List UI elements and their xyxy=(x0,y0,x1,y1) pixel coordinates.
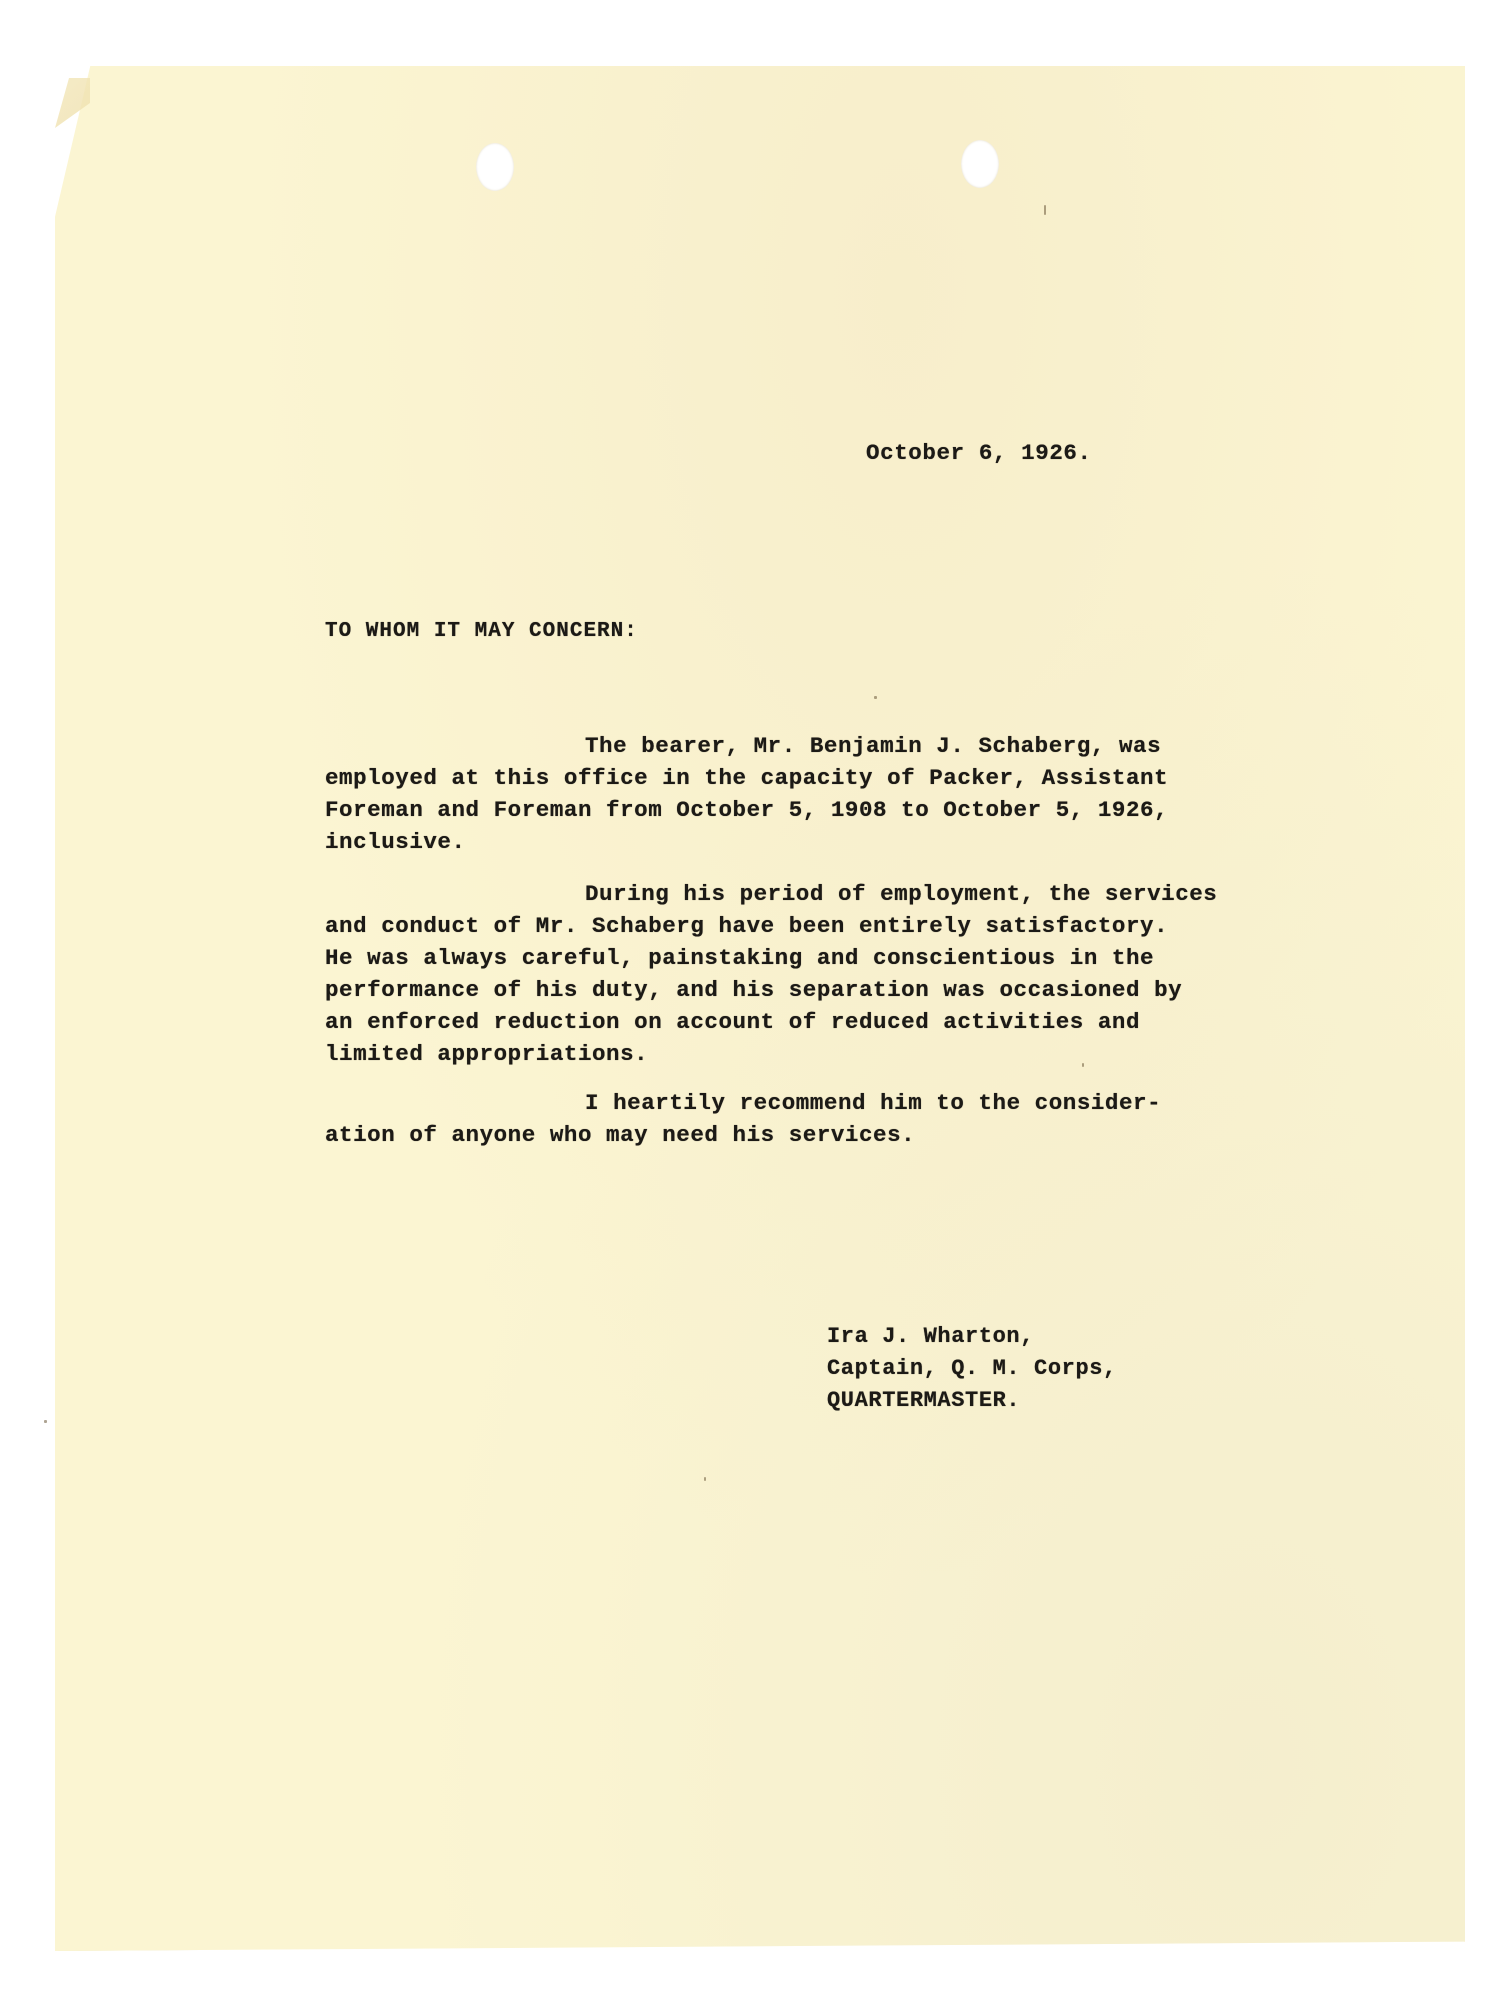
paragraph-line: The bearer, Mr. Benjamin J. Schaberg, was xyxy=(585,733,1162,759)
paragraph-line: Foreman and Foreman from October 5, 1908 to October 5, 1926, xyxy=(325,797,1169,823)
paragraph-line: performance of his duty, and his separation was occasioned by xyxy=(325,977,1183,1003)
paragraph-line: ation of anyone who may need his services. xyxy=(325,1122,916,1148)
letter-date: October 6, 1926. xyxy=(866,440,1092,466)
paragraph-recommendation xyxy=(325,1087,1161,1151)
paper-speck xyxy=(874,696,877,699)
signer-name: Ira J. Wharton, xyxy=(827,1324,1035,1349)
paragraph-line: inclusive. xyxy=(325,829,466,855)
paragraph-conduct xyxy=(325,878,1217,1070)
paper-speck xyxy=(44,1420,47,1423)
paragraph-line: During his period of employment, the services xyxy=(585,881,1218,907)
paragraph-line: employed at this office in the capacity of Packer, Assistant xyxy=(325,765,1169,791)
signature-block xyxy=(827,1321,1117,1417)
punch-hole-right xyxy=(961,140,999,188)
paper-speck xyxy=(704,1477,706,1481)
punch-hole-left xyxy=(476,143,514,191)
paragraph-line: He was always careful, painstaking and conscientious in the xyxy=(325,945,1155,971)
signer-title: QUARTERMASTER. xyxy=(827,1388,1021,1413)
paragraph-line: limited appropriations. xyxy=(325,1041,649,1067)
signer-rank: Captain, Q. M. Corps, xyxy=(827,1356,1117,1381)
paragraph-employment xyxy=(325,730,1168,858)
paragraph-line: and conduct of Mr. Schaberg have been entirely satisfactory. xyxy=(325,913,1169,939)
paper-speck xyxy=(1044,205,1046,215)
paragraph-line: I heartily recommend him to the consider- xyxy=(585,1090,1162,1116)
paragraph-line: an enforced reduction on account of reduced activities and xyxy=(325,1009,1141,1035)
letter-salutation: TO WHOM IT MAY CONCERN: xyxy=(325,620,638,643)
